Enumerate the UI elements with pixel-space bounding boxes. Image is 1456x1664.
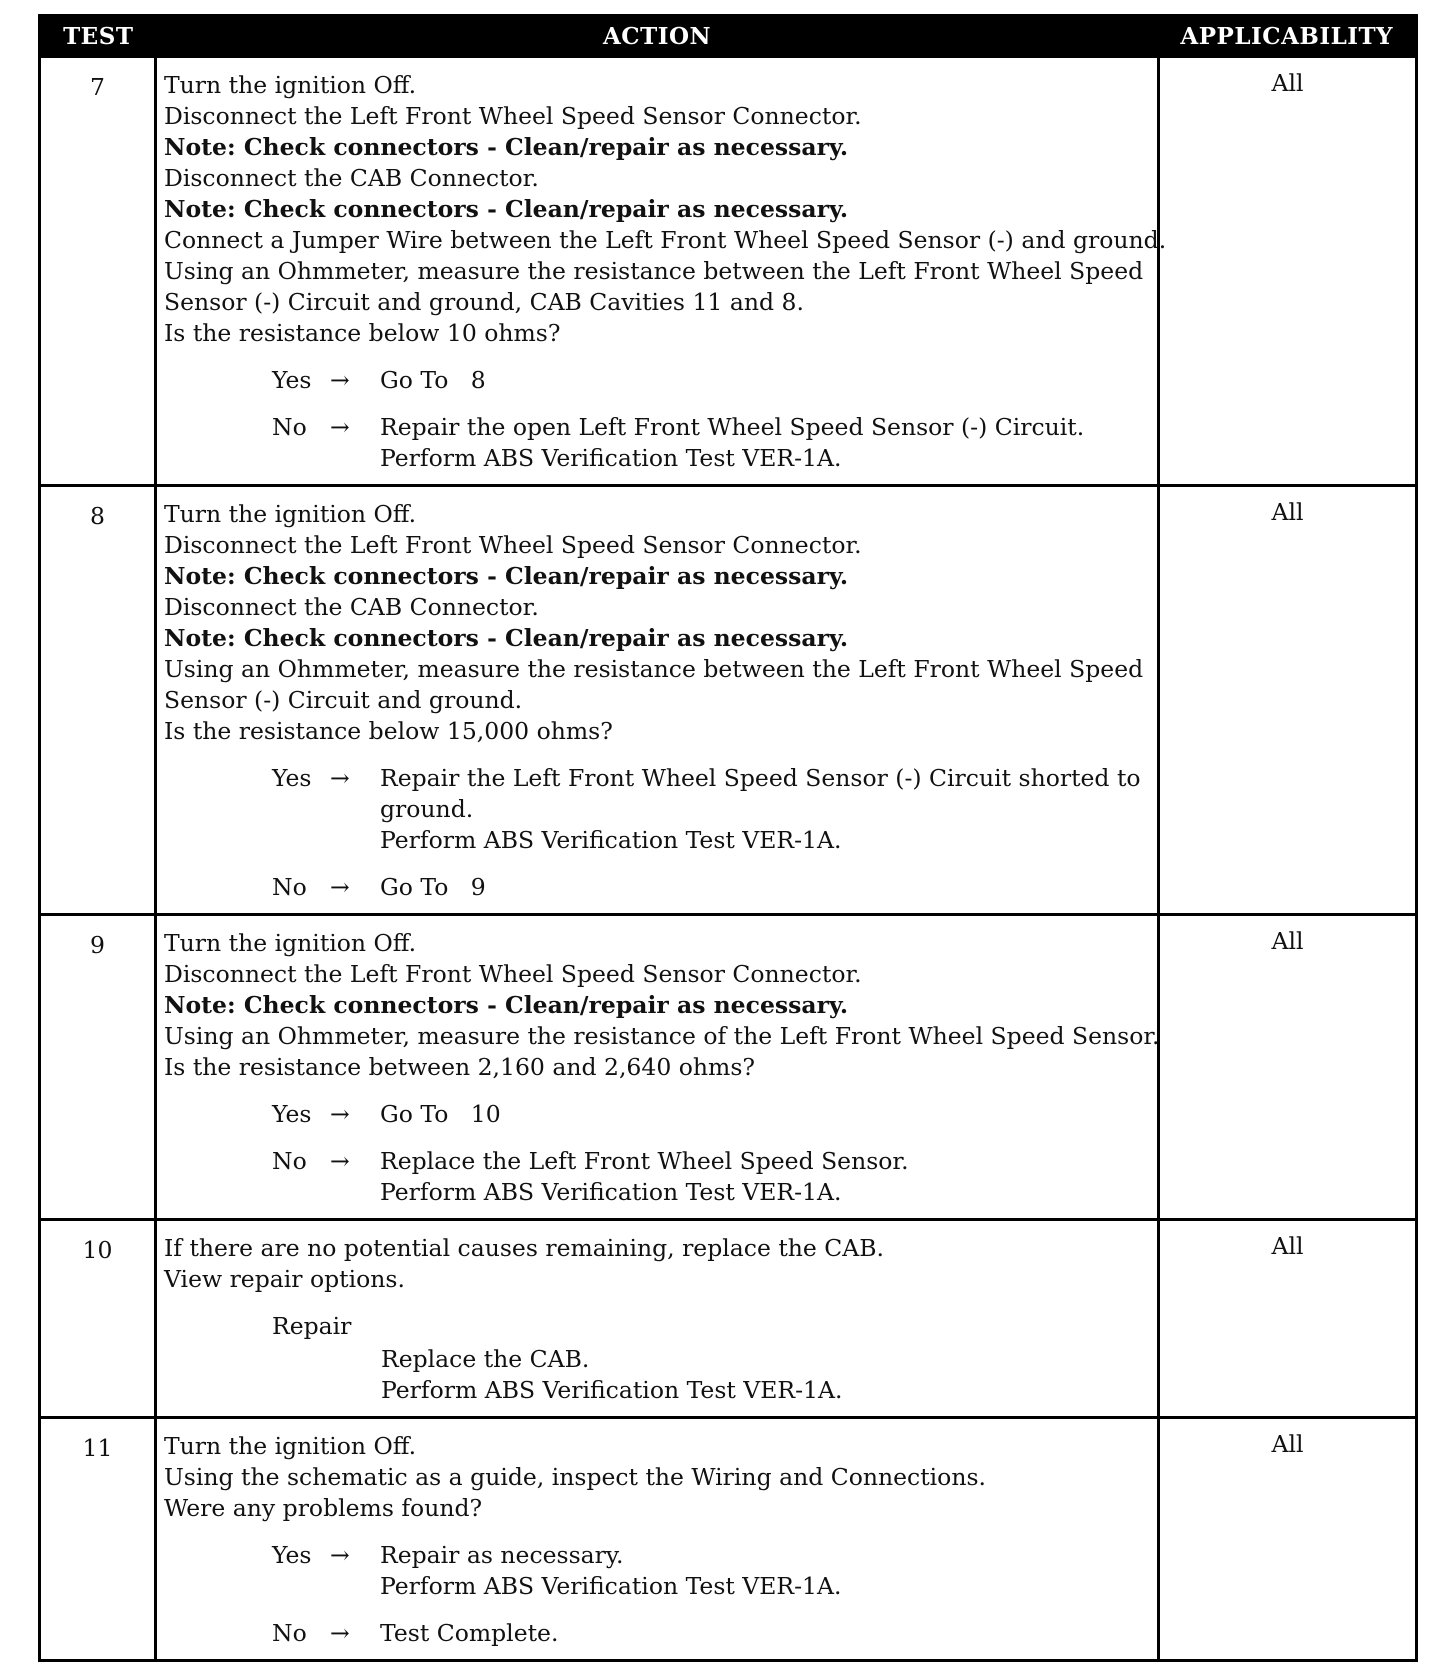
instruction-line: Disconnect the CAB Connector. bbox=[164, 593, 539, 621]
test-number: 7 bbox=[40, 57, 156, 486]
instruction-line: Disconnect the Left Front Wheel Speed Sensor Connector. bbox=[164, 960, 862, 988]
diagnostic-test-sheet bbox=[38, 14, 1418, 1650]
test-table bbox=[38, 14, 1418, 1662]
instruction-line: Disconnect the CAB Connector. bbox=[164, 164, 539, 192]
no-result bbox=[380, 412, 1151, 474]
instruction-line: Turn the ignition Off. bbox=[164, 1432, 417, 1460]
instruction-line: Is the resistance below 10 ohms? bbox=[164, 319, 561, 347]
arrow-right-icon: → bbox=[330, 1619, 350, 1647]
test-number: 9 bbox=[40, 915, 156, 1220]
result-line: Repair the Left Front Wheel Speed Sensor (-) Circuit shorted to bbox=[380, 764, 1141, 792]
no-option bbox=[272, 1146, 1151, 1208]
instruction-line: Were any problems found? bbox=[164, 1494, 483, 1522]
yes-label: Yes bbox=[272, 764, 312, 792]
action-cell bbox=[156, 57, 1167, 486]
arrow-right-icon: → bbox=[330, 413, 350, 441]
no-option bbox=[272, 1618, 1151, 1649]
instruction-line: If there are no potential causes remaining, replace the CAB. bbox=[164, 1234, 884, 1262]
result-line: Go To 10 bbox=[380, 1100, 501, 1128]
test-number: 8 bbox=[40, 486, 156, 915]
no-option bbox=[272, 412, 1151, 474]
result-line: Perform ABS Verification Test VER-1A. bbox=[380, 1572, 842, 1600]
table-row bbox=[40, 486, 1417, 915]
yes-option bbox=[272, 1540, 1151, 1602]
table-header-row bbox=[40, 16, 1417, 57]
instruction-line: Connect a Jumper Wire between the Left Front Wheel Speed Sensor (-) and ground. bbox=[164, 226, 1167, 254]
action-cell bbox=[156, 1418, 1159, 1661]
test-number: 10 bbox=[40, 1220, 156, 1418]
instruction-line: Sensor (-) Circuit and ground, CAB Cavities 11 and 8. bbox=[164, 288, 804, 316]
applicability-cell: All bbox=[1159, 1418, 1417, 1661]
test-number: 11 bbox=[40, 1418, 156, 1661]
yes-option bbox=[272, 365, 1151, 396]
result-line: Perform ABS Verification Test VER-1A. bbox=[380, 1178, 842, 1206]
header-test: TEST bbox=[40, 16, 156, 57]
yes-result bbox=[380, 365, 1151, 396]
repair-label: Repair bbox=[272, 1312, 352, 1340]
instruction-line: Turn the ignition Off. bbox=[164, 929, 417, 957]
result-line: Go To 9 bbox=[380, 873, 486, 901]
arrow-right-icon: → bbox=[330, 873, 350, 901]
no-label: No bbox=[272, 1147, 307, 1175]
instruction-line: Disconnect the Left Front Wheel Speed Sensor Connector. bbox=[164, 531, 862, 559]
arrow-right-icon: → bbox=[330, 1541, 350, 1569]
action-cell bbox=[156, 486, 1159, 915]
instruction-line: Sensor (-) Circuit and ground. bbox=[164, 686, 523, 714]
no-option bbox=[272, 872, 1151, 903]
table-row bbox=[40, 1220, 1417, 1418]
arrow-right-icon: → bbox=[330, 1147, 350, 1175]
yes-label: Yes bbox=[272, 1100, 312, 1128]
applicability-cell: All bbox=[1159, 915, 1417, 1220]
arrow-right-icon: → bbox=[330, 764, 350, 792]
repair-result bbox=[381, 1344, 1151, 1406]
header-action: ACTION bbox=[156, 16, 1159, 57]
note-line: Note: Check connectors - Clean/repair as necessary. bbox=[164, 133, 849, 161]
note-line: Note: Check connectors - Clean/repair as necessary. bbox=[164, 991, 849, 1019]
result-line: Perform ABS Verification Test VER-1A. bbox=[381, 1376, 843, 1404]
applicability-cell: All bbox=[1159, 486, 1417, 915]
result-line: Go To 8 bbox=[380, 366, 486, 394]
applicability-cell: All bbox=[1159, 57, 1417, 486]
instruction-line: Turn the ignition Off. bbox=[164, 71, 417, 99]
yes-result bbox=[380, 1099, 1151, 1130]
yes-label: Yes bbox=[272, 366, 312, 394]
result-line: Repair the open Left Front Wheel Speed Sensor (-) Circuit. bbox=[380, 413, 1085, 441]
instruction-line: Using an Ohmmeter, measure the resistance between the Left Front Wheel Speed bbox=[164, 655, 1144, 683]
instruction-line: Using an Ohmmeter, measure the resistance between the Left Front Wheel Speed bbox=[164, 257, 1144, 285]
note-line: Note: Check connectors - Clean/repair as necessary. bbox=[164, 624, 849, 652]
result-line: Replace the Left Front Wheel Speed Sensor. bbox=[380, 1147, 909, 1175]
no-label: No bbox=[272, 873, 307, 901]
result-line: Perform ABS Verification Test VER-1A. bbox=[380, 444, 842, 472]
no-result bbox=[380, 1618, 1151, 1649]
arrow-right-icon: → bbox=[330, 366, 350, 394]
note-line: Note: Check connectors - Clean/repair as necessary. bbox=[164, 195, 849, 223]
table-row bbox=[40, 915, 1417, 1220]
result-line: Repair as necessary. bbox=[380, 1541, 624, 1569]
instruction-line: Turn the ignition Off. bbox=[164, 500, 417, 528]
header-applicability: APPLICABILITY bbox=[1159, 16, 1417, 57]
arrow-right-icon: → bbox=[330, 1100, 350, 1128]
instruction-line: Disconnect the Left Front Wheel Speed Sensor Connector. bbox=[164, 102, 862, 130]
result-line: ground. bbox=[380, 795, 474, 823]
note-line: Note: Check connectors - Clean/repair as necessary. bbox=[164, 562, 849, 590]
applicability-cell: All bbox=[1159, 1220, 1417, 1418]
table-row bbox=[40, 57, 1417, 486]
instruction-line: View repair options. bbox=[164, 1265, 405, 1293]
no-label: No bbox=[272, 413, 307, 441]
yes-result bbox=[380, 763, 1151, 856]
yes-result bbox=[380, 1540, 1151, 1602]
action-cell bbox=[156, 1220, 1159, 1418]
action-cell bbox=[156, 915, 1159, 1220]
result-line: Test Complete. bbox=[380, 1619, 559, 1647]
no-result bbox=[380, 872, 1151, 903]
instruction-line: Using the schematic as a guide, inspect the Wiring and Connections. bbox=[164, 1463, 986, 1491]
yes-label: Yes bbox=[272, 1541, 312, 1569]
no-label: No bbox=[272, 1619, 307, 1647]
instruction-line: Is the resistance between 2,160 and 2,640 ohms? bbox=[164, 1053, 755, 1081]
yes-option bbox=[272, 763, 1151, 856]
test-rows bbox=[40, 57, 1417, 1661]
result-line: Perform ABS Verification Test VER-1A. bbox=[380, 826, 842, 854]
no-result bbox=[380, 1146, 1151, 1208]
result-line: Replace the CAB. bbox=[381, 1345, 590, 1373]
instruction-line: Using an Ohmmeter, measure the resistance of the Left Front Wheel Speed Sensor. bbox=[164, 1022, 1160, 1050]
yes-option bbox=[272, 1099, 1151, 1130]
instruction-line: Is the resistance below 15,000 ohms? bbox=[164, 717, 613, 745]
table-row bbox=[40, 1418, 1417, 1661]
